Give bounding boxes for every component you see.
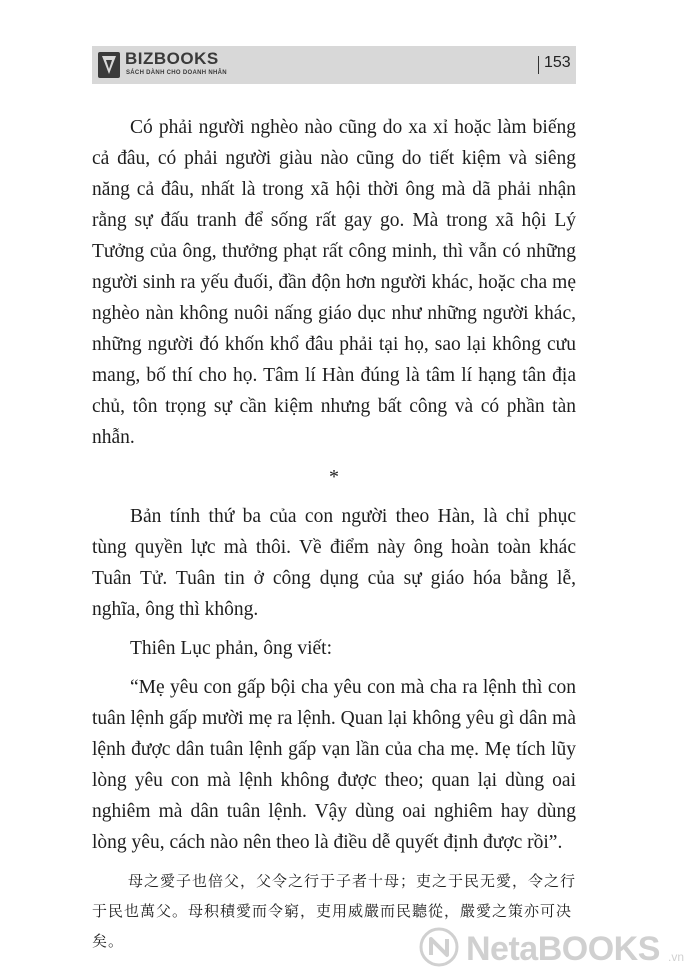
section-separator: *: [329, 466, 339, 488]
watermark-tld: .vn: [668, 950, 685, 964]
logo-subtitle: SÁCH DÀNH CHO DOANH NHÂN: [126, 70, 227, 76]
logo-text: BIZBOOKS: [125, 49, 219, 68]
page-number: 153: [544, 54, 571, 71]
bizbooks-logo-icon: [98, 52, 120, 78]
paragraph-2: Bản tính thứ ba của con người theo Hàn, là chỉ phục tùng quyền lực mà thôi. Về điểm này ông hoàn toàn khác Tuân Tử. Tuân tin ở công dụng của sự giáo hóa bằng lễ, nghĩa, ông thì không.: [92, 506, 576, 620]
watermark-brand: NetaBOOKS: [466, 930, 660, 968]
page-header: [92, 46, 576, 84]
paragraph-3: Thiên Lục phản, ông viết:: [130, 638, 332, 659]
quote-paragraph: “Mẹ yêu con gấp bội cha yêu con mà cha ra lệnh thì con tuân lệnh gấp mười mẹ ra lệnh. Quan lại không yêu gì dân mà lệnh được dân tuân lệnh gấp vạn lần của cha mẹ. Mẹ tích lũy lòng yêu con mà lệnh không được theo; quan lại dùng oai nghiêm mà dân tuân lệnh. Vậy dùng oai nghiêm hay dùng lòng yêu, cách nào nên theo là điều dễ quyết định được rồi”.: [92, 677, 576, 853]
netabooks-logo-icon: [418, 926, 460, 968]
page-content: [92, 112, 576, 956]
chinese-original-text: 母之愛子也倍父，父令之行于子者十母；吏之于民无愛，令之行于民也萬父。母积積愛而令窮，吏用威嚴而民聽從，嚴愛之策亦可决矣。: [92, 872, 577, 950]
netabooks-watermark: [418, 924, 688, 972]
paragraph-1: Có phải người nghèo nào cũng do xa xỉ hoặc làm biếng cả đâu, có phải người giàu nào cũng do tiết kiệm và siêng năng cả đâu, nhất là trong xã hội thời ông mà dã phải nhận rằng sự đấu tranh để sống rất gay go. Mà trong xã hội Lý Tưởng của ông, thưởng phạt rất công minh, thì vẫn có những người sinh ra yếu đuối, đần độn hơn người khác, hoặc cha mẹ nghèo nàn không nuôi nấng giáo dục như những người khác, những người đó khốn khổ đâu phải tại họ, sao lại không cưu mang, bố thí cho họ. Tâm lí Hàn đúng là tâm lí hạng tân địa chủ, tôn trọng sự cần kiệm nhưng bất công và có phần tàn nhẫn.: [92, 117, 576, 448]
header-divider: [538, 56, 539, 74]
